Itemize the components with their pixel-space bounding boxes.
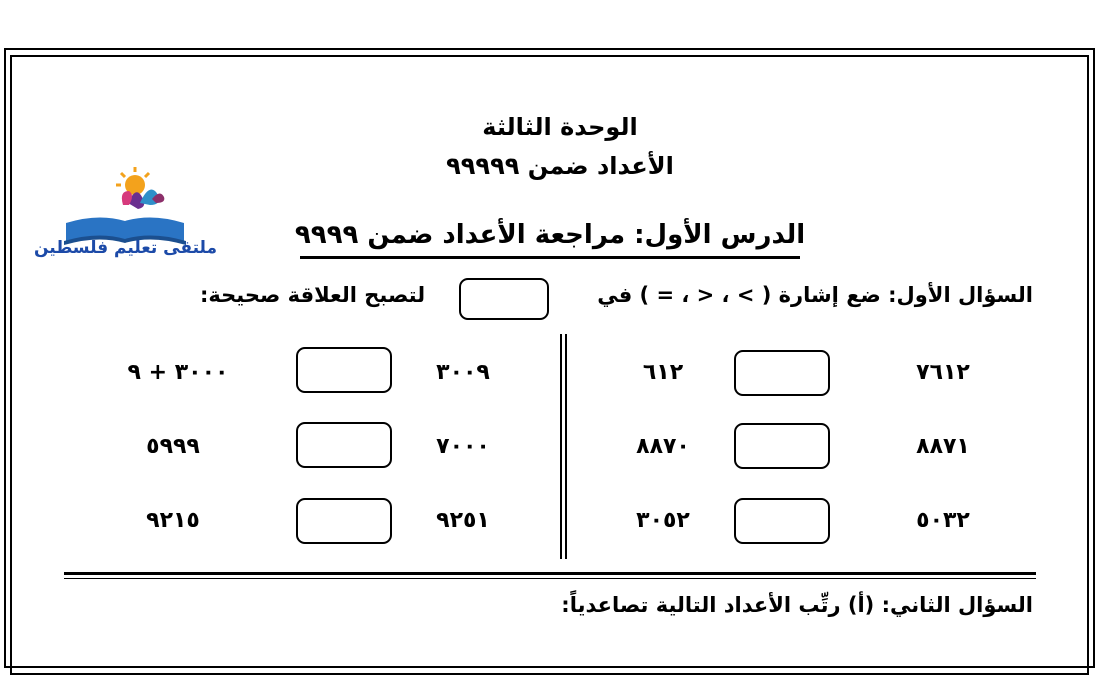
answer-box[interactable]	[296, 422, 392, 468]
logo-text: ملتقى تعليم فلسطين	[33, 238, 218, 258]
section-divider-thin	[64, 578, 1036, 579]
question2-instruction: السؤال الثاني: (أ) رتِّب الأعداد التالية تصاعدياً:	[561, 593, 1033, 617]
answer-box[interactable]	[734, 423, 830, 469]
comparison-number: ٨٨٧٠	[636, 434, 690, 459]
column-divider	[560, 334, 567, 559]
unit-title: الوحدة الثالثة	[482, 113, 638, 141]
answer-box[interactable]	[734, 350, 830, 396]
comparison-expression: ٣٠٠٠ + ٩	[127, 360, 229, 385]
comparison-number: ٨٨٧١	[916, 434, 970, 459]
comparison-number: ٣٠٥٢	[636, 508, 690, 533]
comparison-number: ٣٠٠٩	[436, 360, 490, 385]
range-title: الأعداد ضمن ٩٩٩٩٩	[446, 152, 674, 180]
question1-instruction-end: لتصبح العلاقة صحيحة:	[200, 283, 426, 307]
answer-box[interactable]	[734, 498, 830, 544]
lesson-title: الدرس الأول: مراجعة الأعداد ضمن ٩٩٩٩	[294, 220, 806, 250]
lesson-title-underline	[300, 256, 800, 259]
comparison-number: ٩٢١٥	[146, 508, 200, 533]
comparison-number: ٥٩٩٩	[146, 434, 200, 459]
comparison-number: ٦١٢	[642, 360, 684, 385]
comparison-number: ٧٠٠٠	[436, 434, 490, 459]
answer-box[interactable]	[296, 347, 392, 393]
answer-box[interactable]	[296, 498, 392, 544]
instruction-example-box	[459, 278, 549, 320]
comparison-number: ٩٢٥١	[436, 508, 490, 533]
section-divider	[64, 572, 1036, 575]
comparison-number: ٥٠٣٢	[916, 508, 970, 533]
comparison-number: ٧٦١٢	[916, 360, 970, 385]
question1-instruction: السؤال الأول: ضع إشارة ( > ، < ، = ) في	[597, 283, 1033, 307]
